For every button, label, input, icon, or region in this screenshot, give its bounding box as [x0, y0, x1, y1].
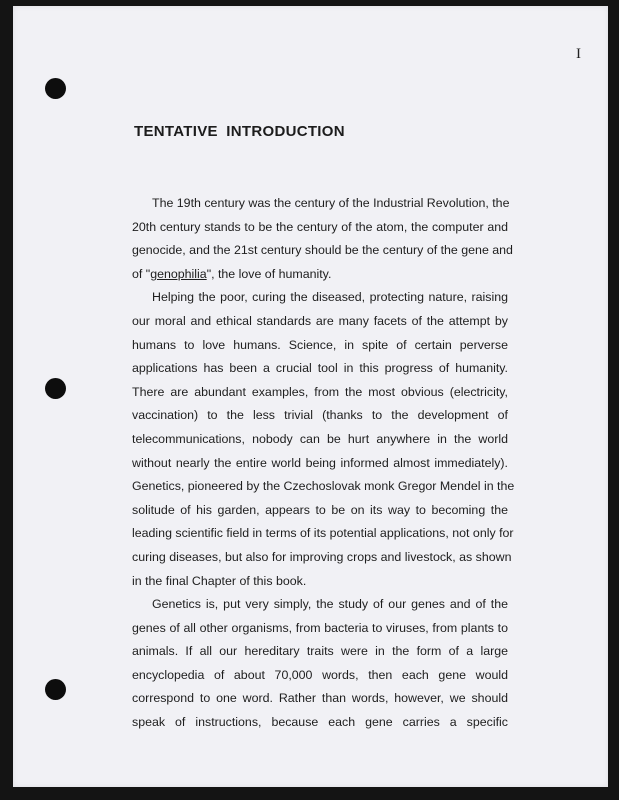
- punch-hole-bottom: [45, 679, 66, 700]
- punch-hole-top: [45, 78, 66, 99]
- text-fragment: of ": [132, 266, 151, 281]
- text-line: speak of instructions, because each gene carries a specific: [132, 715, 508, 730]
- text-line: genes of all other organisms, from bacteria to viruses, from plants to: [132, 620, 508, 635]
- underlined-term: genophilia: [150, 266, 207, 281]
- text-line: Genetics, pioneered by the Czechoslovak monk Gregor Mendel in the: [132, 479, 515, 494]
- text-fragment: ", the love of humanity.: [206, 266, 332, 281]
- body-text: [132, 192, 515, 735]
- text-line: correspond to one word. Rather than words, however, we should: [132, 691, 508, 706]
- text-line: encyclopedia of about 70,000 words, then each gene would: [132, 667, 508, 682]
- text-line: telecommunications, nobody can be hurt anywhere in the world: [132, 431, 508, 446]
- text-line: There are abundant examples, from the most obvious (electricity,: [132, 384, 508, 399]
- text-line: animals. If all our hereditary traits were in the form of a large: [132, 644, 508, 659]
- text-line: 20th century stands to be the century of the atom, the computer and: [132, 219, 508, 234]
- text-line: genocide, and the 21st century should be the century of the gene and: [132, 243, 513, 258]
- text-line: vaccination) to the less trivial (thanks to the development of: [132, 408, 508, 423]
- punch-hole-middle: [45, 378, 66, 399]
- text-line: Genetics is, put very simply, the study of our genes and of the: [152, 597, 508, 612]
- text-line: curing diseases, but also for improving crops and livestock, as shown: [132, 549, 512, 564]
- text-line: leading scientific field in terms of its potential applications, not only for: [132, 526, 514, 541]
- text-line: solitude of his garden, appears to be on its way to becoming the: [132, 502, 508, 517]
- paper-page: [13, 6, 608, 787]
- text-line: Helping the poor, curing the diseased, protecting nature, raising: [152, 290, 508, 305]
- text-line: without nearly the entire world being informed almost immediately).: [132, 455, 508, 470]
- text-line: humans to love humans. Science, in spite of certain perverse: [132, 337, 508, 352]
- page-number: I: [576, 46, 581, 62]
- text-line: applications has been a crucial tool in this progress of humanity.: [132, 361, 508, 376]
- text-line: in the final Chapter of this book.: [132, 573, 307, 588]
- page-title: TENTATIVE INTRODUCTION: [134, 123, 345, 140]
- text-line: [132, 263, 508, 287]
- text-line: our moral and ethical standards are many facets of the attempt by: [132, 313, 508, 328]
- text-line: The 19th century was the century of the Industrial Revolution, the: [152, 196, 510, 210]
